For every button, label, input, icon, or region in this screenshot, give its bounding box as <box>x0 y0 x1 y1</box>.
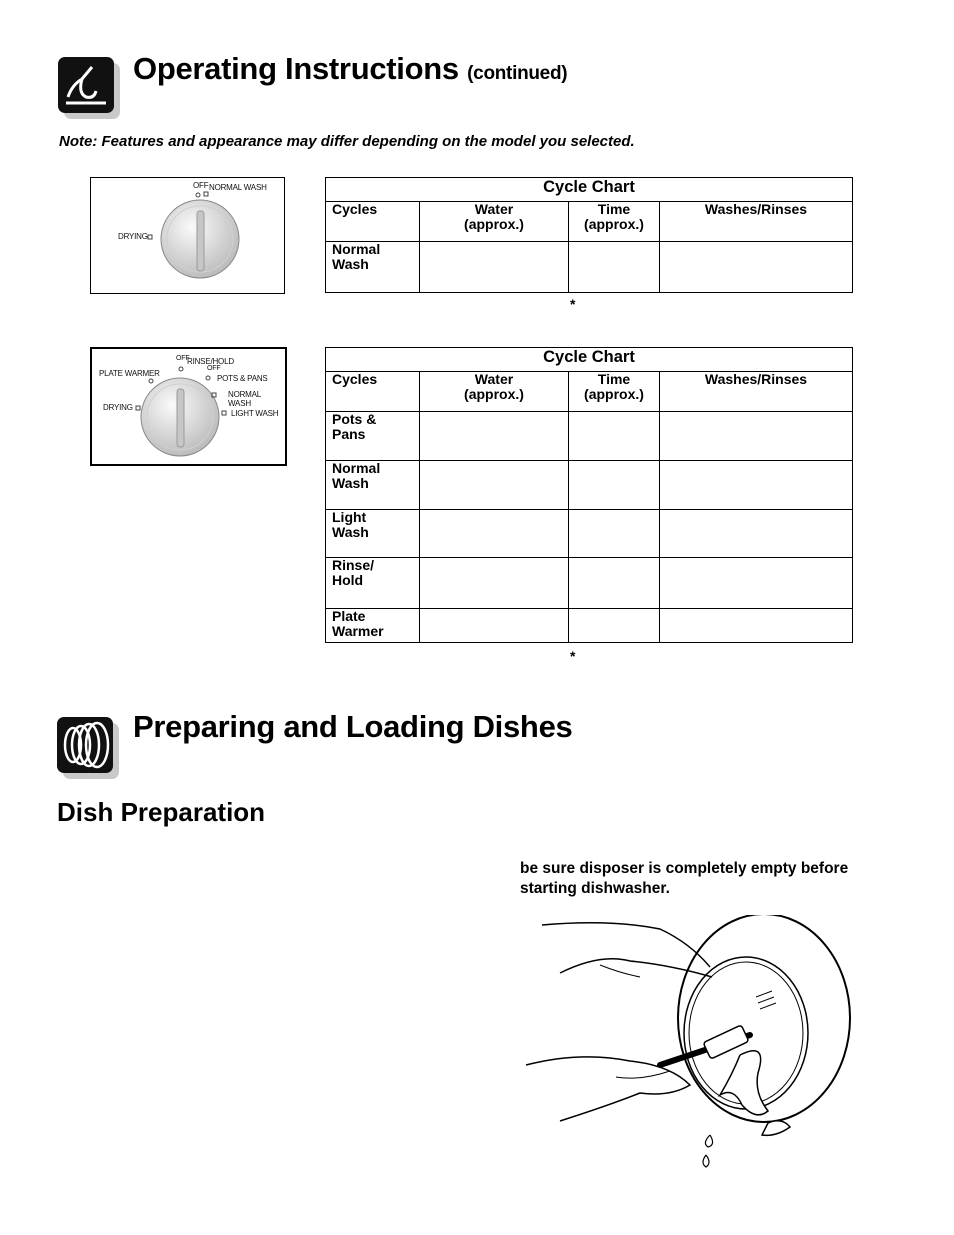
dial-label-normal-wash: NORMAL WASH <box>228 390 261 408</box>
header-time: Time (approx.) <box>569 372 660 412</box>
table-row <box>326 242 853 293</box>
chart-title: Cycle Chart <box>326 348 853 372</box>
row-cycle-name: Pots & Pans <box>326 412 420 461</box>
page-title <box>133 51 567 87</box>
header-time: Time (approx.) <box>569 202 660 242</box>
chart-title: Cycle Chart <box>326 178 853 202</box>
header-washes: Washes/Rinses <box>660 202 853 242</box>
header-water: Water (approx.) <box>420 372 569 412</box>
control-dial-panel-1 <box>90 177 285 294</box>
cycle-chart-2 <box>325 347 853 643</box>
dial-label-normal-wash: NORMAL WASH <box>209 183 267 192</box>
table-row <box>326 461 853 510</box>
table-row <box>326 558 853 609</box>
scraping-plate-illustration <box>520 915 860 1175</box>
section-title: Operating Instructions <box>133 51 459 86</box>
dial-label-drying: DRYING <box>103 403 133 412</box>
dial-label-pots-pans: POTS & PANS <box>217 374 268 383</box>
dial-label-drying: DRYING <box>118 232 148 241</box>
section-title-suffix: (continued) <box>467 63 568 84</box>
row-cycle-name: Normal Wash <box>326 242 420 293</box>
header-washes: Washes/Rinses <box>660 372 853 412</box>
row-cycle-name: Light Wash <box>326 510 420 558</box>
dial-label-off: OFF <box>193 181 209 190</box>
table-row <box>326 510 853 558</box>
row-cycle-name: Normal Wash <box>326 461 420 510</box>
section-heading: Preparing and Loading Dishes <box>133 709 573 744</box>
hand-pressing-icon <box>58 57 114 113</box>
table-row <box>326 412 853 461</box>
subsection-title: Dish Preparation <box>57 797 266 827</box>
chart-footnote-2: * <box>570 648 576 664</box>
table-row <box>326 609 853 643</box>
stacked-plates-icon <box>57 717 113 773</box>
dial-label-light-wash: LIGHT WASH <box>231 409 279 418</box>
row-cycle-name: Plate Warmer <box>326 609 420 643</box>
model-note: Note: Features and appearance may differ depending on the model you selected. <box>59 133 635 150</box>
control-dial-panel-2 <box>90 347 287 466</box>
header-cycles: Cycles <box>326 202 420 242</box>
dial-label-plate-warmer: PLATE WARMER <box>99 369 160 378</box>
cycle-chart-1 <box>325 177 853 293</box>
dial-label-rinse-hold: RINSE/HOLD <box>187 357 234 366</box>
chart-footnote-1: * <box>570 296 576 312</box>
disposer-warning: be sure disposer is completely empty before starting dishwasher. <box>520 860 849 897</box>
header-cycles: Cycles <box>326 372 420 412</box>
dial-label-off-2: OFF <box>207 365 221 372</box>
row-cycle-name: Rinse/ Hold <box>326 558 420 609</box>
header-water: Water (approx.) <box>420 202 569 242</box>
dial-label-off-1: OFF <box>176 355 190 362</box>
